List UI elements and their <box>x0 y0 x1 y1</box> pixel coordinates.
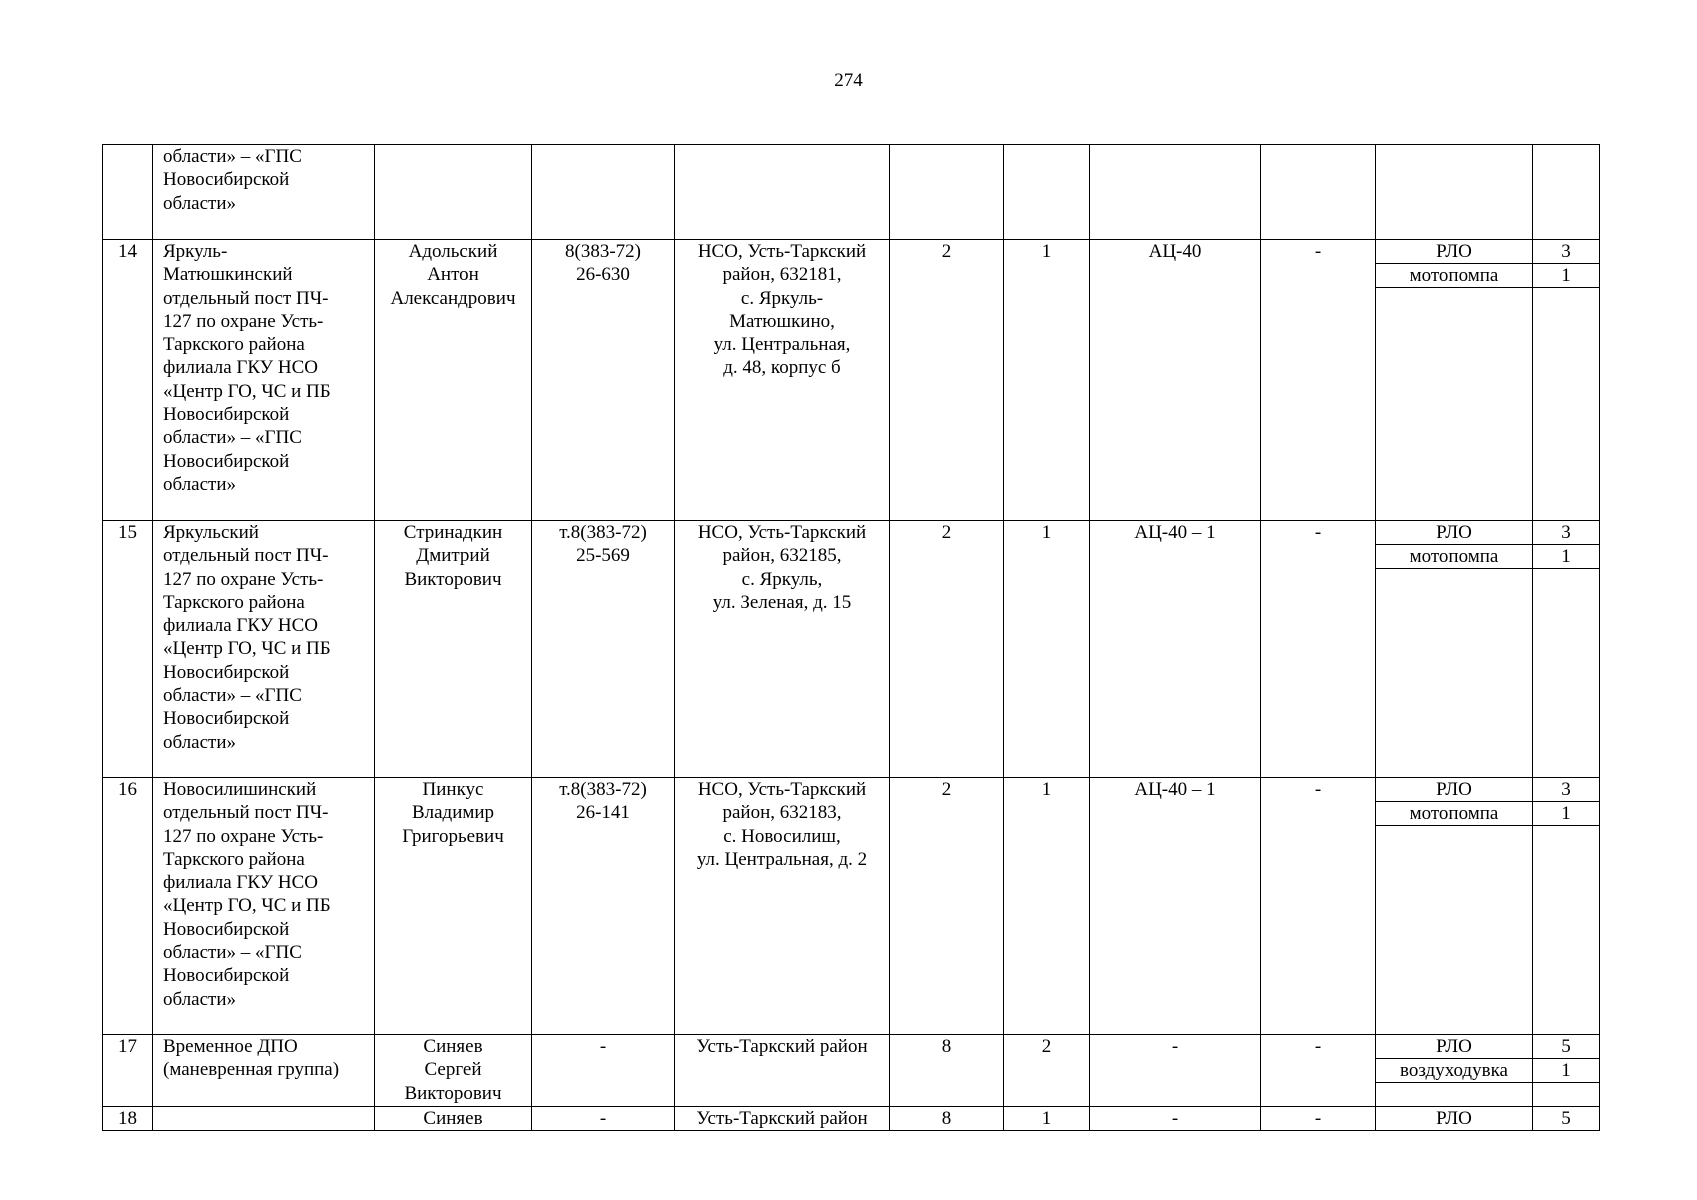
name-line: 127 по охране Усть- <box>163 310 324 332</box>
name-line: филиала ГКУ НСО <box>163 357 318 379</box>
name-line: «Центр ГО, ЧС и ПБ <box>163 638 331 660</box>
head-name-cell <box>375 1107 532 1131</box>
unit-name-cell <box>153 240 375 521</box>
unit-name-cell <box>153 1107 375 1131</box>
phone-line: 8(383-72) <box>565 241 641 262</box>
table-row <box>103 1035 1600 1107</box>
address-line: НСО, Усть-Таркский <box>697 522 867 543</box>
name-line: отдельный пост ПЧ- <box>163 287 329 309</box>
equipment-subcell: РЛО <box>1376 521 1532 545</box>
name-line: Таркского района <box>163 591 305 613</box>
equipment-subcell: воздуходувка <box>1376 1059 1532 1083</box>
name-line: (маневренная группа) <box>163 1059 340 1081</box>
row-number-cell <box>103 240 153 521</box>
name-line: филиала ГКУ НСО <box>163 615 318 637</box>
shift-cell <box>1004 521 1090 778</box>
c5-value: 8 <box>941 1108 952 1129</box>
c6-value: 1 <box>1041 522 1052 543</box>
address-line: Матюшкино, <box>729 310 835 332</box>
name-line: Новосибирской <box>163 169 290 191</box>
c8-value: - <box>1314 1108 1322 1129</box>
name-line: Яркуль- <box>163 241 228 262</box>
equipment-cell <box>1376 521 1533 778</box>
num-value: 17 <box>118 1036 137 1057</box>
num-value: 18 <box>118 1108 137 1129</box>
c6-value: 1 <box>1041 241 1052 262</box>
name-line: Таркского района <box>163 334 305 356</box>
c8-value: - <box>1314 779 1322 800</box>
name-line: Временное ДПО <box>163 1036 298 1057</box>
shift-cell <box>1004 1107 1090 1131</box>
equipment-subcell: мотопомпа <box>1376 802 1532 826</box>
head-line: Пинкус <box>422 779 484 800</box>
head-line: Викторович <box>404 568 502 590</box>
equipment-cell <box>1376 1107 1533 1131</box>
name-line: филиала ГКУ НСО <box>163 872 318 894</box>
equipment-cell <box>1376 1035 1533 1107</box>
vehicle-cell <box>1090 778 1261 1035</box>
head-name-cell <box>375 1035 532 1107</box>
head-line: Адольский <box>408 241 498 262</box>
address-line: НСО, Усть-Таркский <box>697 241 867 262</box>
phone-cell <box>532 1107 675 1131</box>
vehicle-cell <box>1090 1035 1261 1107</box>
equipment-qty-cell <box>1533 778 1600 1035</box>
other-vehicle-cell <box>1261 145 1376 240</box>
c7-value: АЦ-40 <box>1148 241 1202 262</box>
name-line: отдельный пост ПЧ- <box>163 545 329 567</box>
address-line: район, 632183, <box>722 802 842 824</box>
name-line: Новосилишинский <box>163 779 317 800</box>
address-line: Усть-Таркский район <box>696 1108 868 1129</box>
phone-line: т.8(383-72) <box>559 522 647 543</box>
name-line: «Центр ГО, ЧС и ПБ <box>163 895 331 917</box>
equipment-subcell: РЛО <box>1376 240 1532 264</box>
phone-cell <box>532 521 675 778</box>
name-line: Новосибирской <box>163 404 290 426</box>
phone-cell <box>532 778 675 1035</box>
head-line: Григорьевич <box>402 825 504 847</box>
shift-cell <box>1004 145 1090 240</box>
head-name-cell <box>375 145 532 240</box>
head-line: Викторович <box>404 1082 502 1104</box>
c7-value: АЦ-40 – 1 <box>1134 522 1216 543</box>
phone-line: 25-569 <box>576 545 630 567</box>
unit-name-cell <box>153 778 375 1035</box>
other-vehicle-cell <box>1261 521 1376 778</box>
head-line: Александрович <box>390 287 516 309</box>
qty-subcell: 1 <box>1533 264 1599 288</box>
qty-subcell: 1 <box>1533 802 1599 826</box>
address-line: д. 48, корпус б <box>723 357 841 379</box>
name-line: области» – «ГПС <box>163 942 302 964</box>
personnel-cell <box>890 240 1004 521</box>
c6-value: 1 <box>1041 779 1052 800</box>
unit-name-cell <box>153 1035 375 1107</box>
c8-value: - <box>1314 241 1322 262</box>
personnel-cell <box>890 1107 1004 1131</box>
other-vehicle-cell <box>1261 1107 1376 1131</box>
vehicle-cell <box>1090 240 1261 521</box>
qty-subcell: 3 <box>1533 778 1599 802</box>
address-line: с. Яркуль, <box>741 568 823 590</box>
address-line: район, 632185, <box>722 545 842 567</box>
shift-cell <box>1004 778 1090 1035</box>
phone-line: - <box>599 1036 607 1057</box>
address-line: ул. Центральная, д. 2 <box>696 848 868 870</box>
address-cell <box>675 1035 890 1107</box>
row-number-cell <box>103 778 153 1035</box>
name-line: области» <box>163 473 237 495</box>
name-line: 127 по охране Усть- <box>163 825 324 847</box>
phone-cell <box>532 240 675 521</box>
qty-subcell: 5 <box>1561 1108 1571 1129</box>
c7-value: - <box>1171 1108 1179 1129</box>
head-name-cell <box>375 240 532 521</box>
head-line: Владимир <box>411 802 495 824</box>
address-cell <box>675 240 890 521</box>
name-line: Новосибирской <box>163 661 290 683</box>
name-line: области» <box>163 988 237 1010</box>
c8-value: - <box>1314 522 1322 543</box>
table-row <box>103 521 1600 778</box>
c5-value: 8 <box>941 1036 952 1057</box>
table-row <box>103 778 1600 1035</box>
c8-value: - <box>1314 1036 1322 1057</box>
phone-line: т.8(383-72) <box>559 779 647 800</box>
equipment-subcell: мотопомпа <box>1376 264 1532 288</box>
equipment-qty-cell <box>1533 1107 1600 1131</box>
equipment-subcell: РЛО <box>1376 778 1532 802</box>
name-line: Новосибирской <box>163 450 290 472</box>
name-line: Матюшкинский <box>163 264 293 286</box>
equipment-qty-cell <box>1533 240 1600 521</box>
table-row <box>103 240 1600 521</box>
qty-subcell: 1 <box>1533 1059 1599 1083</box>
head-line: Антон <box>427 264 479 286</box>
qty-subcell: 1 <box>1533 545 1599 569</box>
table-row <box>103 145 1600 240</box>
address-line: Усть-Таркский район <box>696 1036 868 1057</box>
name-line: Яркульский <box>163 522 259 543</box>
other-vehicle-cell <box>1261 778 1376 1035</box>
c5-value: 2 <box>941 522 952 543</box>
head-line: Сергей <box>424 1059 482 1081</box>
phone-line: 26-630 <box>576 264 630 286</box>
address-cell <box>675 1107 890 1131</box>
shift-cell <box>1004 240 1090 521</box>
c6-value: 2 <box>1041 1036 1052 1057</box>
name-line: «Центр ГО, ЧС и ПБ <box>163 380 331 402</box>
name-line: области» – «ГПС <box>163 685 302 707</box>
name-line: области» <box>163 192 237 214</box>
fire-posts-table <box>102 144 1600 1131</box>
equipment-qty-cell <box>1533 1035 1600 1107</box>
head-line: Стринадкин <box>403 522 503 543</box>
name-line: области» – «ГПС <box>163 146 302 167</box>
c7-value: - <box>1171 1036 1179 1057</box>
c5-value: 2 <box>941 779 952 800</box>
vehicle-cell <box>1090 1107 1261 1131</box>
qty-subcell: 5 <box>1533 1035 1599 1059</box>
vehicle-cell <box>1090 145 1261 240</box>
personnel-cell <box>890 521 1004 778</box>
phone-line: 26-141 <box>576 802 630 824</box>
row-number-cell <box>103 1035 153 1107</box>
head-name-cell <box>375 521 532 778</box>
address-line: с. Новосилиш, <box>723 825 841 847</box>
equipment-subcell: мотопомпа <box>1376 545 1532 569</box>
name-line: области» <box>163 731 237 753</box>
address-cell <box>675 145 890 240</box>
phone-line: - <box>599 1108 607 1129</box>
phone-cell <box>532 1035 675 1107</box>
personnel-cell <box>890 778 1004 1035</box>
address-line: ул. Зеленая, д. 15 <box>712 591 852 613</box>
page-number: 274 <box>834 70 863 91</box>
row-number-cell <box>103 145 153 240</box>
head-line: Синяев <box>423 1108 483 1129</box>
equipment-subcell: РЛО <box>1436 1108 1472 1129</box>
personnel-cell <box>890 145 1004 240</box>
equipment-qty-cell <box>1533 145 1600 240</box>
name-line: 127 по охране Усть- <box>163 568 324 590</box>
address-cell <box>675 521 890 778</box>
phone-cell <box>532 145 675 240</box>
address-line: НСО, Усть-Таркский <box>697 779 867 800</box>
unit-name-cell <box>153 145 375 240</box>
equipment-cell <box>1376 145 1533 240</box>
unit-name-cell <box>153 521 375 778</box>
name-line: Новосибирской <box>163 708 290 730</box>
name-line: Новосибирской <box>163 965 290 987</box>
other-vehicle-cell <box>1261 240 1376 521</box>
shift-cell <box>1004 1035 1090 1107</box>
c7-value: АЦ-40 – 1 <box>1134 779 1216 800</box>
address-cell <box>675 778 890 1035</box>
equipment-subcell: РЛО <box>1376 1035 1532 1059</box>
qty-subcell: 3 <box>1533 521 1599 545</box>
vehicle-cell <box>1090 521 1261 778</box>
qty-subcell: 3 <box>1533 240 1599 264</box>
equipment-cell <box>1376 778 1533 1035</box>
address-line: с. Яркуль- <box>740 287 824 309</box>
row-number-cell <box>103 521 153 778</box>
head-line: Синяев <box>423 1036 483 1057</box>
name-line: Новосибирской <box>163 918 290 940</box>
address-line: район, 632181, <box>722 264 842 286</box>
c5-value: 2 <box>941 241 952 262</box>
head-name-cell <box>375 778 532 1035</box>
equipment-cell <box>1376 240 1533 521</box>
head-line: Дмитрий <box>416 545 490 567</box>
address-line: ул. Центральная, <box>713 334 851 356</box>
num-value: 16 <box>118 779 137 800</box>
name-line: Таркского района <box>163 848 305 870</box>
table-row <box>103 1107 1600 1131</box>
other-vehicle-cell <box>1261 1035 1376 1107</box>
row-number-cell <box>103 1107 153 1131</box>
num-value: 15 <box>118 522 137 543</box>
num-value: 14 <box>118 241 137 262</box>
name-line: отдельный пост ПЧ- <box>163 802 329 824</box>
c6-value: 1 <box>1041 1108 1052 1129</box>
equipment-qty-cell <box>1533 521 1600 778</box>
personnel-cell <box>890 1035 1004 1107</box>
name-line: области» – «ГПС <box>163 427 302 449</box>
